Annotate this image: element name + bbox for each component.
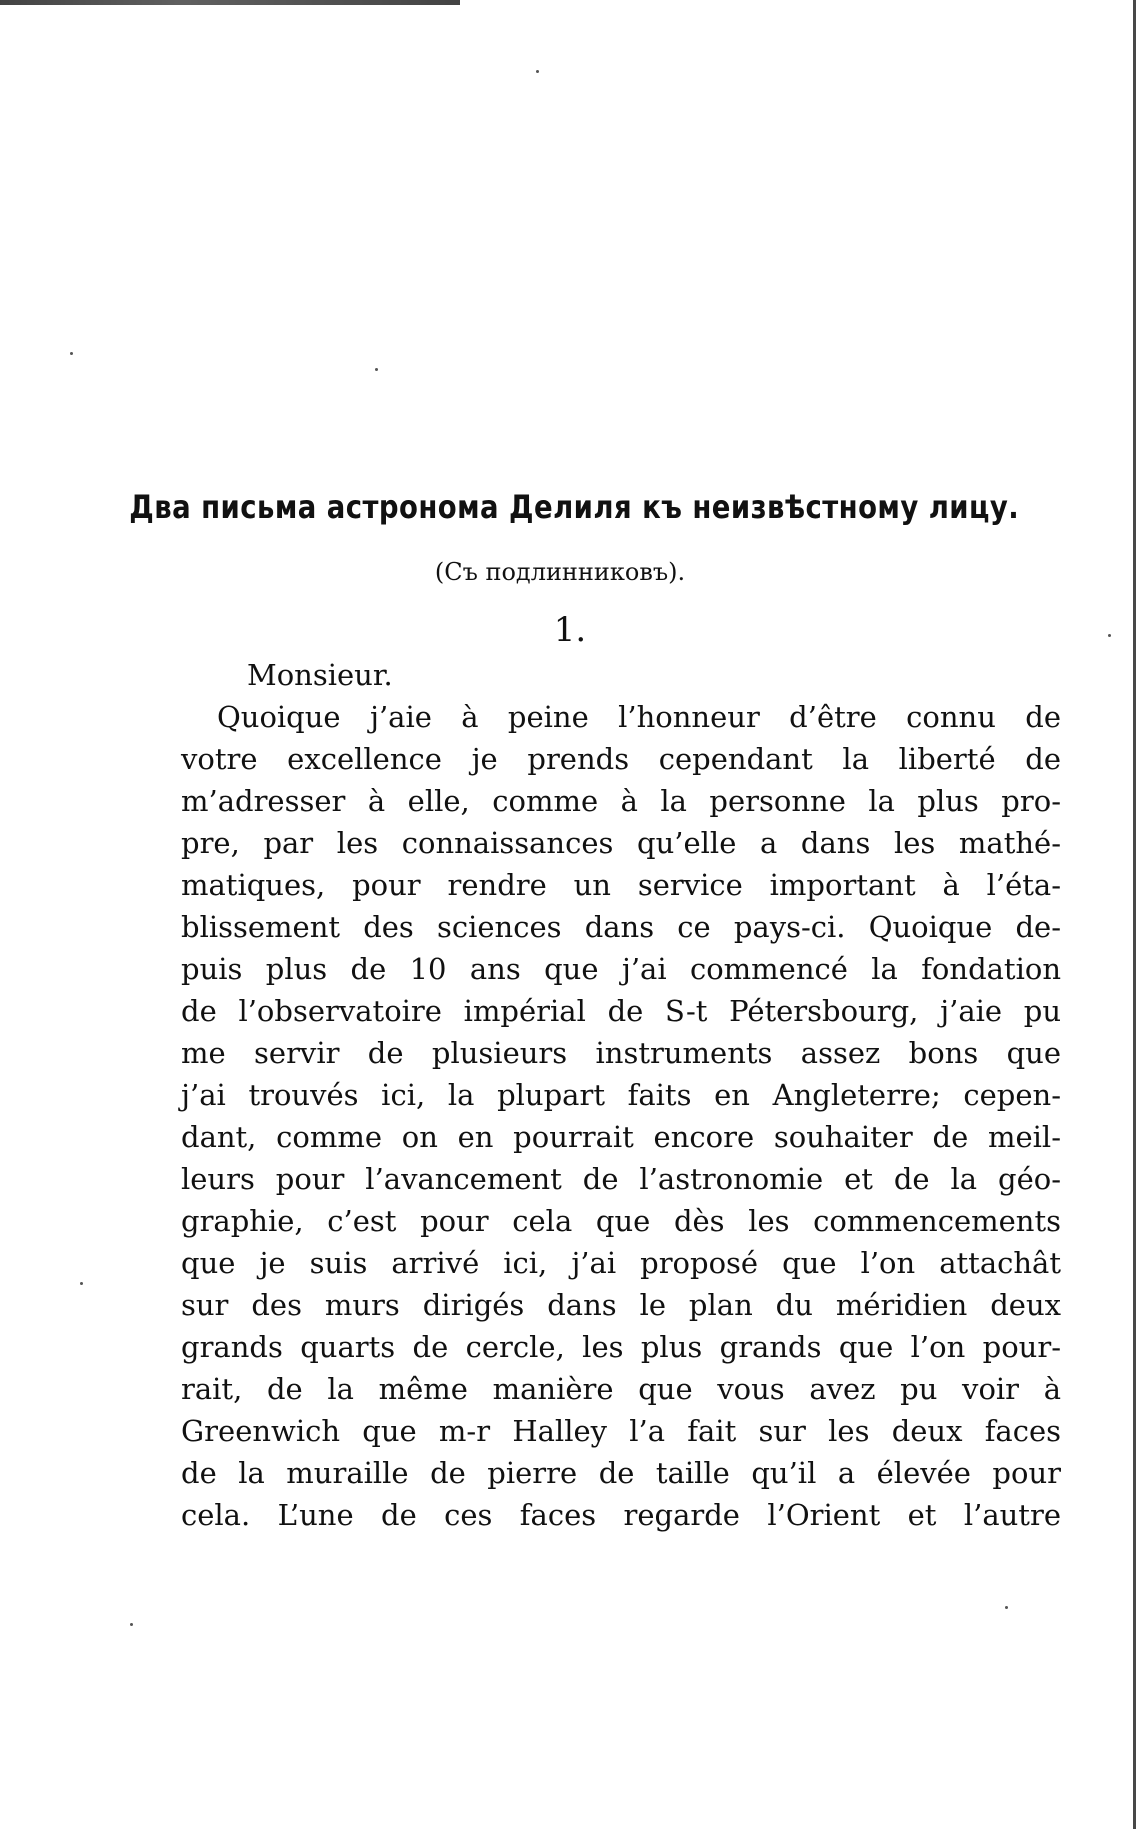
scan-speck [130,1623,133,1626]
scan-speck [375,368,378,371]
text-line: j’ai trouvés ici, la plupart faits en Angleterre; cepen- [181,1078,1061,1112]
text-line: Greenwich que m-r Halley l’a fait sur les deux faces [181,1414,1061,1448]
letter-body [181,654,1061,1536]
scan-speck [536,70,539,73]
text-line: leurs pour l’avancement de l’astronomie et de la géo- [181,1162,1061,1196]
page-subtitle: (Съ подлинниковъ). [434,558,686,586]
right-edge-rule [1133,0,1136,1829]
text-line: votre excellence je prends cependant la liberté de [181,742,1061,776]
text-line: pre, par les connaissances qu’elle a dans les mathé- [181,826,1061,860]
text-line: me servir de plusieurs instruments assez bons que [181,1036,1061,1070]
text-line: Quoique j’aie à peine l’honneur d’être connu de [217,700,1061,734]
text-line: m’adresser à elle, comme à la personne la plus pro- [181,784,1061,818]
text-line: dant, comme on en pourrait encore souhaiter de meil- [181,1120,1061,1154]
text-line: cela. L’une de ces faces regarde l’Orient et l’autre [181,1498,1061,1532]
scan-speck [70,352,73,355]
text-line: de l’observatoire impérial de S-t Pétersbourg, j’aie pu [181,994,1061,1028]
letter-salutation: Monsieur. [247,658,393,692]
text-line: sur des murs dirigés dans le plan du méridien deux [181,1288,1061,1322]
text-line: de la muraille de pierre de taille qu’il a élevée pour [181,1456,1061,1490]
text-line: graphie, c’est pour cela que dès les commencements [181,1204,1061,1238]
scan-speck [1005,1606,1008,1609]
scan-speck [80,1282,83,1285]
top-edge-rule [0,0,460,5]
page-title: Два письма астронома Делиля къ неизвѣстному лицу. [129,488,1020,526]
text-line: matiques, pour rendre un service important à l’éta- [181,868,1061,902]
text-line: grands quarts de cercle, les plus grands que l’on pour- [181,1330,1061,1364]
text-line: blissement des sciences dans ce pays-ci. Quoique de- [181,910,1061,944]
text-line: que je suis arrivé ici, j’ai proposé que l’on attachât [181,1246,1061,1280]
text-line: puis plus de 10 ans que j’ai commencé la fondation [181,952,1061,986]
letter-number: 1. [553,610,587,650]
text-line: rait, de la même manière que vous avez pu voir à [181,1372,1061,1406]
